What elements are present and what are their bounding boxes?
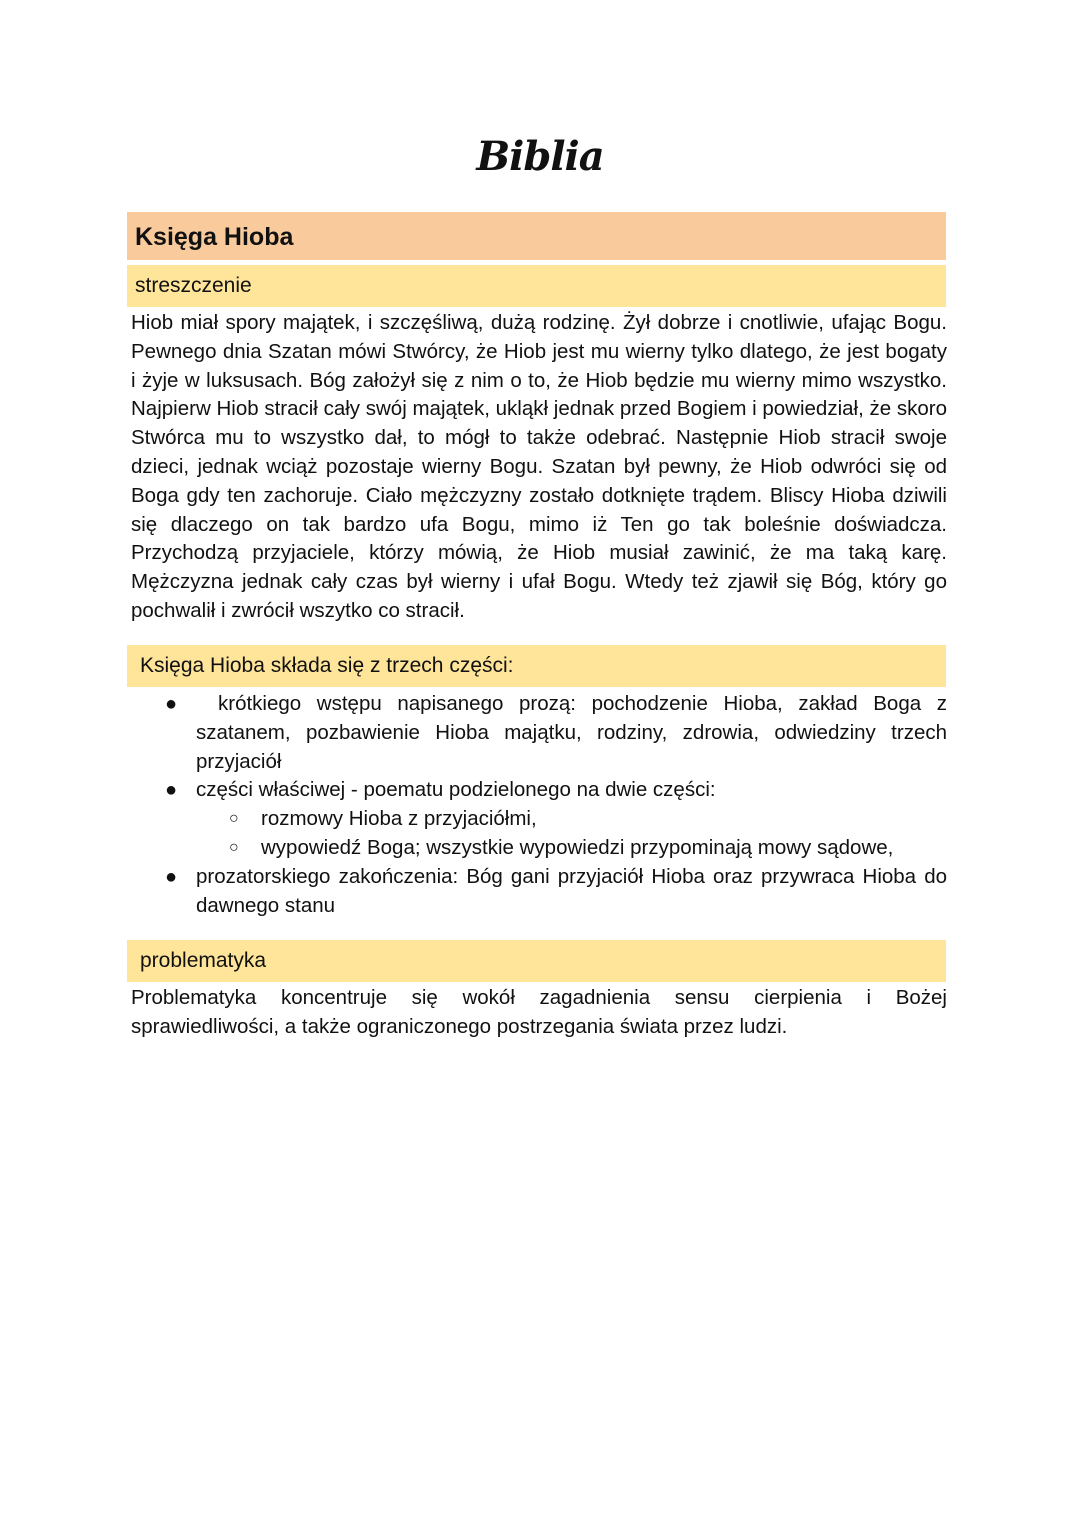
page-title: Biblia: [476, 133, 604, 180]
summary-text: Hiob miał spory majątek, i szczęśliwą, dużą rodzinę. Żył dobrze i cnotliwie, ufając Bogu. Pewnego dnia Szatan mówi Stwórcy, że Hiob jest mu wierny tylko dlatego, że jest bogaty i żyje w luksusach. Bóg założył się z nim o to, że Hiob będzie mu wierny mimo wszystko. Najpierw Hiob stracił cały swój majątek, ukląkł jednak przed Bogiem i powiedział, że skoro Stwórca mu to wszystko dał, to mógł to także odebrać. Następnie Hiob stracił swoje dzieci, jednak wciąż pozostaje wierny Bogu. Szatan był pewny, że Hiob odwróci się od Boga gdy ten zachoruje. Ciało mężczyzny zostało dotknięte trądem. Bliscy Hioba dziwili się dlaczego on tak bardzo ufa Bogu, mimo iż Ten go tak boleśnie doświadcza. Przychodzą przyjaciele, którzy mówią, że Hiob musiał zawinić, że ma taką karę. Mężczyzna jednak cały czas był wierny i ufał Bogu. Wtedy też zjawił się Bóg, który go pochwalił i zwrócił wszytko co stracił.: [131, 311, 947, 622]
list-item: [131, 863, 947, 921]
list-item-text: krótkiego wstępu napisanego prozą: pochodzenie Hioba, zakład Boga z szatanem, pozbawienie Hioba majątku, rodziny, zdrowia, odwiedziny trzech przyjaciół: [196, 692, 947, 773]
structure-label: Księga Hioba składa się z trzech części:: [127, 645, 946, 687]
summary-label: streszczenie: [127, 265, 946, 307]
sub-list-item: [196, 834, 947, 863]
bullet-icon: ●: [165, 865, 178, 888]
circle-bullet-icon: ○: [229, 838, 239, 856]
sub-list: [196, 805, 947, 863]
issues-text: Problematyka koncentruje się wokół zagadnienia sensu cierpienia i Bożej sprawiedliwości, a także ograniczonego postrzegania świata przez ludzi.: [131, 986, 947, 1038]
bullet-icon: ●: [165, 779, 178, 802]
list-item-text: części właściwej - poematu podzielonego na dwie części:: [196, 778, 716, 802]
circle-bullet-icon: ○: [229, 810, 239, 828]
issues-label: problematyka: [127, 940, 946, 982]
section-heading: Księga Hioba: [127, 212, 946, 260]
bullet-icon: ●: [165, 693, 178, 715]
sub-list-item: [196, 805, 947, 834]
sub-list-item-text: rozmowy Hioba z przyjaciółmi,: [261, 807, 537, 831]
list-item: [131, 690, 947, 776]
list-item: [131, 776, 947, 862]
sub-list-item-text: wypowiedź Boga; wszystkie wypowiedzi przypominają mowy sądowe,: [261, 835, 894, 859]
structure-list: [131, 690, 947, 920]
list-item-text: prozatorskiego zakończenia: Bóg gani przyjaciół Hioba oraz przywraca Hioba do dawnego stanu: [196, 864, 947, 917]
